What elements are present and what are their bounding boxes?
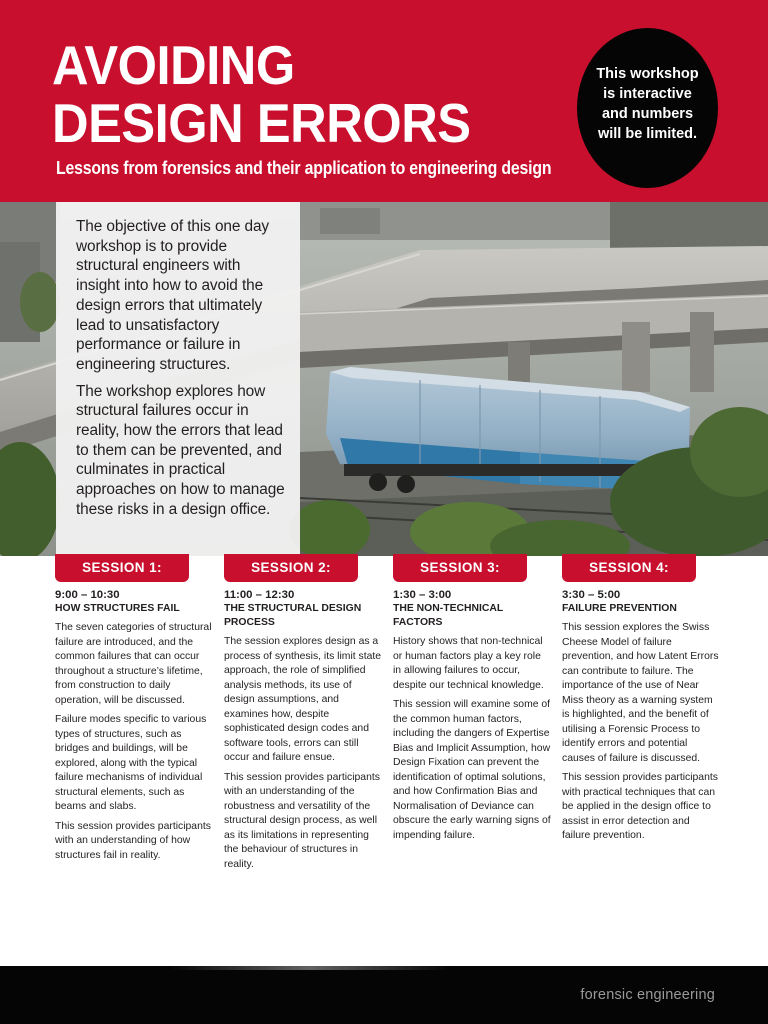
session-tag: SESSION 2: [224,554,358,582]
session-body [562,621,720,844]
session-body [55,621,213,863]
session-paragraph: The session explores design as a process of synthesis, its limit state approach, the role of simplified analysis methods, its use of design assumptions, and examines how, despite sophisticated design codes and software tools, errors can still occur and failure ensue. [224,636,382,763]
session-title: THE STRUCTURAL DESIGN PROCESS [224,603,362,628]
session-tag: SESSION 4: [562,554,696,582]
page-subtitle: Lessons from forensics and their application to engineering design [56,158,552,178]
page-title [52,36,471,152]
header-band [0,0,768,202]
session-paragraph: History shows that non-technical or human factors play a key role in allowing failures to occur, despite our technical knowledge. [393,636,544,691]
session-paragraph: This session provides participants with an understanding of how structures fail in reality. [55,820,211,861]
intro-panel [56,202,300,556]
session-body [224,635,382,872]
session-4 [562,554,720,844]
session-paragraph: This session explores the Swiss Cheese Model of failure prevention, and how Latent Errors can contribute to failure. The importance of the use of Near Miss theory as a warning system is highlighted, and the benefit of utilising a Forensic Process to identify errors and potential causes of failure is discussed. [562,622,719,764]
session-tag: SESSION 3: [393,554,527,582]
session-paragraph: Failure modes specific to various types of structures, such as bridges and buildings, will be explored, along with the typical failure mechanisms of individual structural elements, such as beams and slabs. [55,714,207,812]
info-badge [577,28,718,188]
session-1 [55,554,213,863]
session-2 [224,554,382,872]
session-paragraph: This session provides participants with an understanding of the robustness and versatility of the structural design process, as well as its limitations in representing the behaviour of structures in reality. [224,771,380,870]
session-3 [393,554,551,843]
footer-highlight [170,966,450,970]
session-paragraph: This session will examine some of the common human factors, including the dangers of Expertise Bias and Implicit Assumption, how Design Fixation can prevent the identification of optimal solutions, and how Confirmation Bias and Normalisation of Deviance can obscure the early warning signs of impending failure. [393,699,551,841]
session-title: THE NON-TECHNICAL FACTORS [393,603,504,628]
title-line-1: AVOIDING [52,34,295,96]
title-line-2: DESIGN ERRORS [52,92,471,154]
footer-bar [0,966,768,1024]
footer-brand: forensic engineering [580,987,715,1003]
intro-paragraph-1: The objective of this one day workshop is to provide structural engineers with insight into how to avoid the design errors that ultimately lead to unsatisfactory performance or failure in engineering structures. [76,218,270,373]
session-paragraph: This session provides participants with practical techniques that can be applied in the design office to assist in error detection and failure prevention. [562,772,718,841]
session-time: 3:30 – 5:00 [562,589,621,601]
session-paragraph: The seven categories of structural failure are introduced, and the common failures that can occur throughout a structure’s lifetime, from construction to daily operation, will be discussed. [55,622,212,706]
intro-paragraph-2: The workshop explores how structural failures occur in reality, how the errors that lead to them can be prevented, and culminates in practical approaches on how to manage these risks in a design office. [76,382,285,518]
session-title: HOW STRUCTURES FAIL [55,603,180,614]
session-time: 11:00 – 12:30 [224,589,295,601]
session-tag: SESSION 1: [55,554,189,582]
session-time: 9:00 – 10:30 [55,589,120,601]
session-title: FAILURE PREVENTION [562,603,677,614]
info-badge-text: This workshop is interactive and numbers will be limited. [596,66,699,142]
session-time: 1:30 – 3:00 [393,589,452,601]
session-body [393,635,551,843]
